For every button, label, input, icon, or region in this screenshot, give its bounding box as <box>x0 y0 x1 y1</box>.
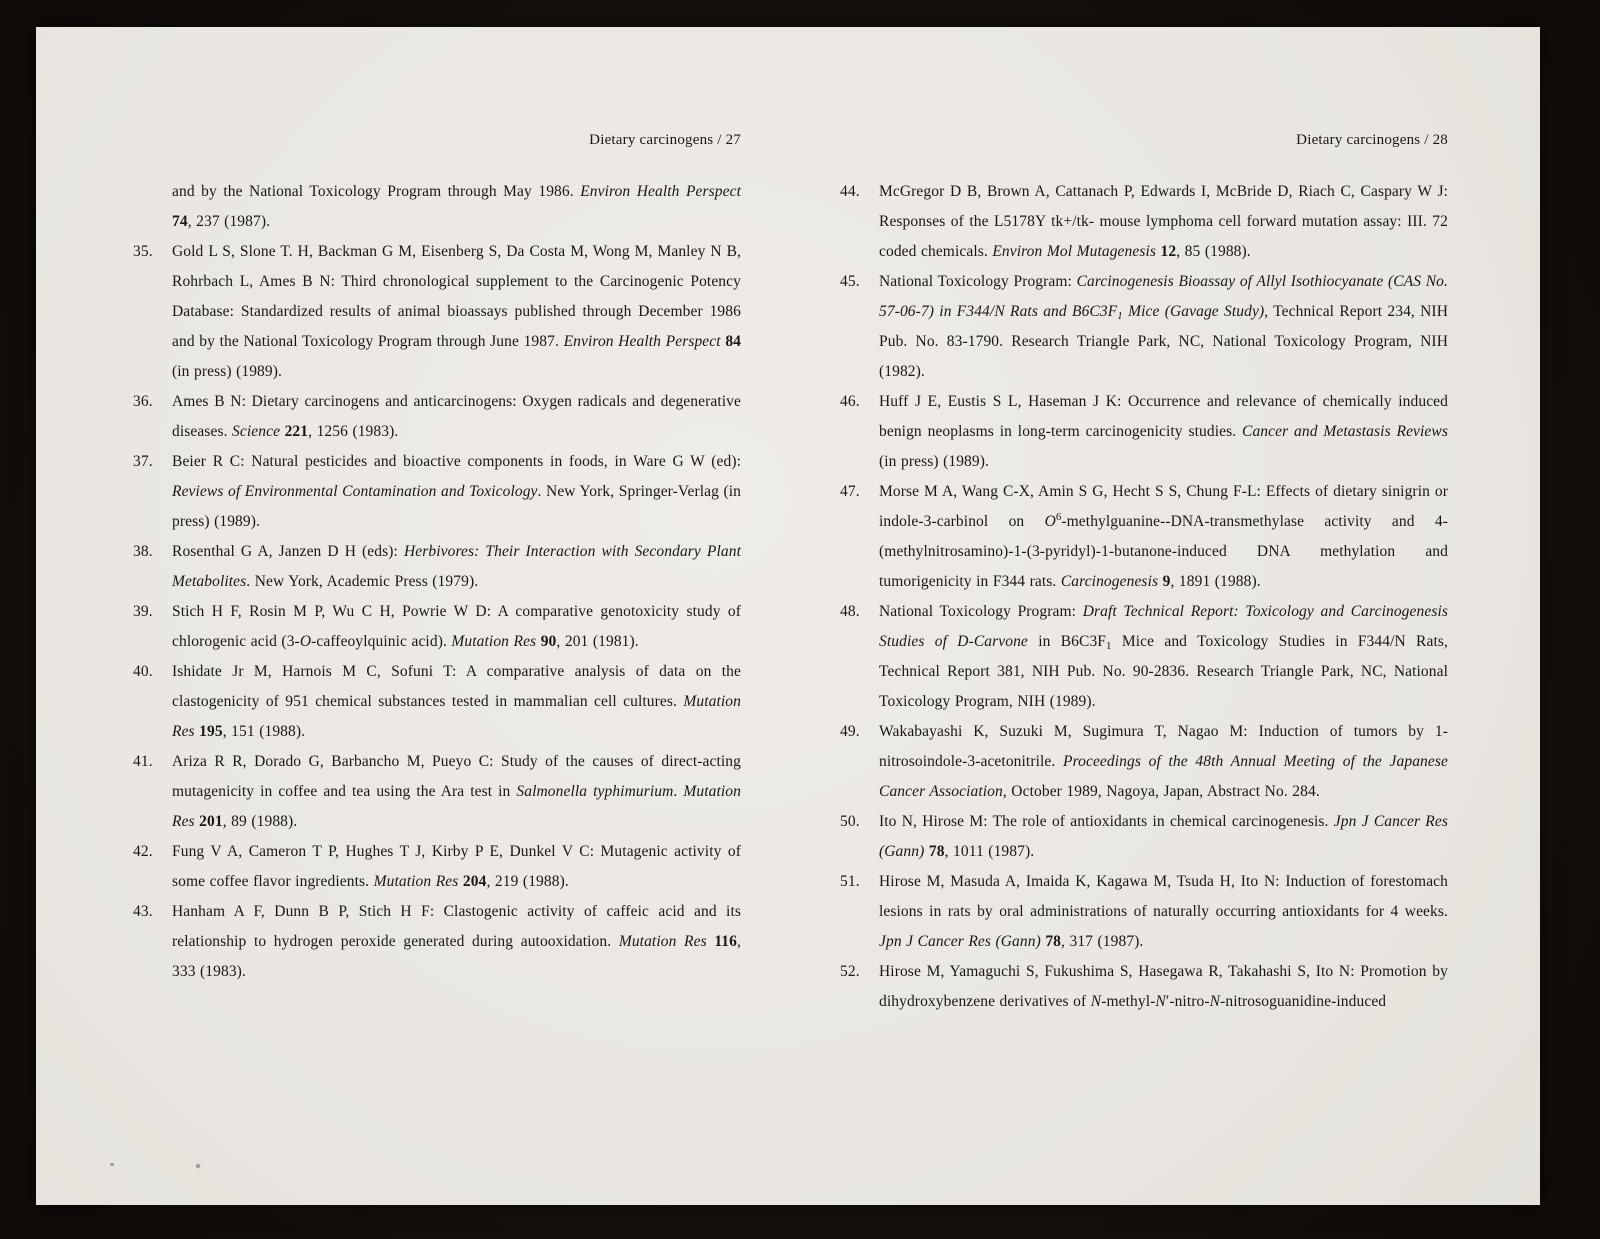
reference-text: Stich H F, Rosin M P, Wu C H, Powrie W D: A comparative genotoxicity study of chlorogenic acid (3-O-caffeoylquinic acid). Mutation Res 90, 201 (1981). <box>172 603 741 650</box>
reference-text: Morse M A, Wang C-X, Amin S G, Hecht S S, Chung F-L: Effects of dietary sinigrin or indole-3-carbinol on $O^6-methylguanine--DNA$-transmethylase activity and 4-(methylnitrosamino)-1-(3-pyridyl)-1-butanone-induced DNA methylation and tumorigenicity in F344 rats. Carcinogenesis 9, 1891 (1988). <box>879 483 1449 590</box>
reference-entry <box>133 897 741 987</box>
page-27 <box>133 131 741 987</box>
reference-number: 49. <box>840 723 860 740</box>
reference-text: Ariza R R, Dorado G, Barbancho M, Pueyo C: Study of the causes of direct-acting mutagenicity in coffee and tea using the Ara test in Salmonella typhimurium. Mutation Res 201, 89 (1988). <box>172 753 742 830</box>
reference-number: 52. <box>840 963 860 980</box>
reference-entry <box>133 747 741 837</box>
reference-text: Hirose M, Masuda A, Imaida K, Kagawa M, Tsuda H, Ito N: Induction of forestomach lesions in rats by oral administrations of naturally occurring antioxidants for 4 weeks. Jpn J Cancer Res (Gann) 78, 317 (1987). <box>879 873 1448 950</box>
reference-entry <box>133 447 741 537</box>
reference-text: Gold L S, Slone T. H, Backman G M, Eisenberg S, Da Costa M, Wong M, Manley N B, Rohrbach L, Ames B N: Third chronological supplement to the Carcinogenic Potency Database: Standardized results of animal bioassays published through December 1986 and by the National Toxicology Program through June 1987. Environ Health Perspect 84 (in press) (1989). <box>172 243 742 380</box>
reference-number: 47. <box>840 483 860 500</box>
reference-number: 38. <box>133 543 153 560</box>
reference-text: Fung V A, Cameron T P, Hughes T J, Kirby P E, Dunkel V C: Mutagenic activity of some coffee flavor ingredients. Mutation Res 204, 219 (1988). <box>172 843 741 890</box>
reference-number: 50. <box>840 813 860 830</box>
reference-entry <box>133 837 741 897</box>
reference-text: Beier R C: Natural pesticides and bioactive components in foods, in Ware G W (ed): Reviews of Environmental Contamination and Toxicology. New York, Springer-Verlag (in press) (1989). <box>172 453 741 530</box>
reference-text: National Toxicology Program: Draft Technical Report: Toxicology and Carcinogenesis Studies of D-Carvone in $B6C3F_1$ Mice and Toxicology Studies in F344/N Rats, Technical Report 381, NIH Pub. No. 90-2836. Research Triangle Park, NC, National Toxicology Program, NIH (1989). <box>879 603 1449 710</box>
reference-entry <box>840 807 1448 867</box>
reference-entry <box>840 477 1448 597</box>
reference-number: 43. <box>133 903 153 920</box>
page-header-right: Dietary carcinogens / 28 <box>1296 132 1448 148</box>
reference-text: National Toxicology Program: Carcinogenesis Bioassay of Allyl Isothiocyanate (CAS No. 57-06-7) in F344/N Rats and $B6C3F_1$ Mice (Gavage Study), Technical Report 234, NIH Pub. No. 83-1790. Research Triangle Park, NC, National Toxicology Program, NIH (1982). <box>879 273 1449 380</box>
reference-number: 44. <box>840 183 860 200</box>
scan-mark <box>110 1163 114 1166</box>
reference-list-right <box>840 177 1448 1017</box>
page-28 <box>840 131 1448 1017</box>
scanned-page <box>36 27 1540 1205</box>
reference-number: 37. <box>133 453 153 470</box>
reference-entry <box>840 177 1448 267</box>
reference-number: 45. <box>840 273 860 290</box>
reference-number: 42. <box>133 843 153 860</box>
reference-text: Hanham A F, Dunn B P, Stich H F: Clastogenic activity of caffeic acid and its relationship to hydrogen peroxide generated during autooxidation. Mutation Res 116, 333 (1983). <box>172 903 741 980</box>
reference-number: 39. <box>133 603 153 620</box>
reference-text: Rosenthal G A, Janzen D H (eds): Herbivores: Their Interaction with Secondary Plant Metabolites. New York, Academic Press (1979). <box>172 543 742 590</box>
reference-text: Wakabayashi K, Suzuki M, Sugimura T, Nagao M: Induction of tumors by 1-nitrosoindole-3-acetonitrile. Proceedings of the 48th Annual Meeting of the Japanese Cancer Association, October 1989, Nagoya, Japan, Abstract No. 284. <box>879 723 1449 800</box>
reference-number: 51. <box>840 873 860 890</box>
reference-entry <box>840 717 1448 807</box>
reference-list-left <box>133 177 741 987</box>
page-header-left: Dietary carcinogens / 27 <box>589 132 741 148</box>
reference-entry <box>840 867 1448 957</box>
reference-text: and by the National Toxicology Program through May 1986. Environ Health Perspect 74, 237 (1987). <box>172 183 741 230</box>
reference-number: 40. <box>133 663 153 680</box>
reference-number: 46. <box>840 393 860 410</box>
reference-entry <box>133 177 741 237</box>
reference-entry <box>840 387 1448 477</box>
reference-entry <box>133 237 741 387</box>
reference-text: Hirose M, Yamaguchi S, Fukushima S, Hasegawa R, Takahashi S, Ito N: Promotion by dihydroxybenzene derivatives of N-methyl-N′-nitro-N-nitrosoguanidine-induced <box>879 963 1448 1010</box>
reference-entry <box>840 267 1448 387</box>
reference-text: McGregor D B, Brown A, Cattanach P, Edwards I, McBride D, Riach C, Caspary W J: Responses of the L5178Y tk+/tk- mouse lymphoma cell forward mutation assay: III. 72 coded chemicals. Environ Mol Mutagenesis 12, 85 (1988). <box>879 183 1448 260</box>
reference-entry <box>133 597 741 657</box>
reference-entry <box>840 957 1448 1017</box>
reference-number: 41. <box>133 753 153 770</box>
reference-text: Ito N, Hirose M: The role of antioxidants in chemical carcinogenesis. Jpn J Cancer Res (Gann) 78, 1011 (1987). <box>879 813 1448 860</box>
reference-number: 35. <box>133 243 153 260</box>
scan-mark <box>195 1163 200 1168</box>
reference-entry <box>133 537 741 597</box>
reference-text: Ames B N: Dietary carcinogens and anticarcinogens: Oxygen radicals and degenerative diseases. Science 221, 1256 (1983). <box>172 393 741 440</box>
reference-entry <box>133 657 741 747</box>
reference-number: 36. <box>133 393 153 410</box>
reference-entry <box>840 597 1448 717</box>
reference-text: Ishidate Jr M, Harnois M C, Sofuni T: A comparative analysis of data on the clastogenicity of 951 chemical substances tested in mammalian cell cultures. Mutation Res 195, 151 (1988). <box>172 663 741 740</box>
reference-number: 48. <box>840 603 860 620</box>
reference-text: Huff J E, Eustis S L, Haseman J K: Occurrence and relevance of chemically induced benign neoplasms in long-term carcinogenicity studies. Cancer and Metastasis Reviews (in press) (1989). <box>879 393 1448 470</box>
reference-entry <box>133 387 741 447</box>
